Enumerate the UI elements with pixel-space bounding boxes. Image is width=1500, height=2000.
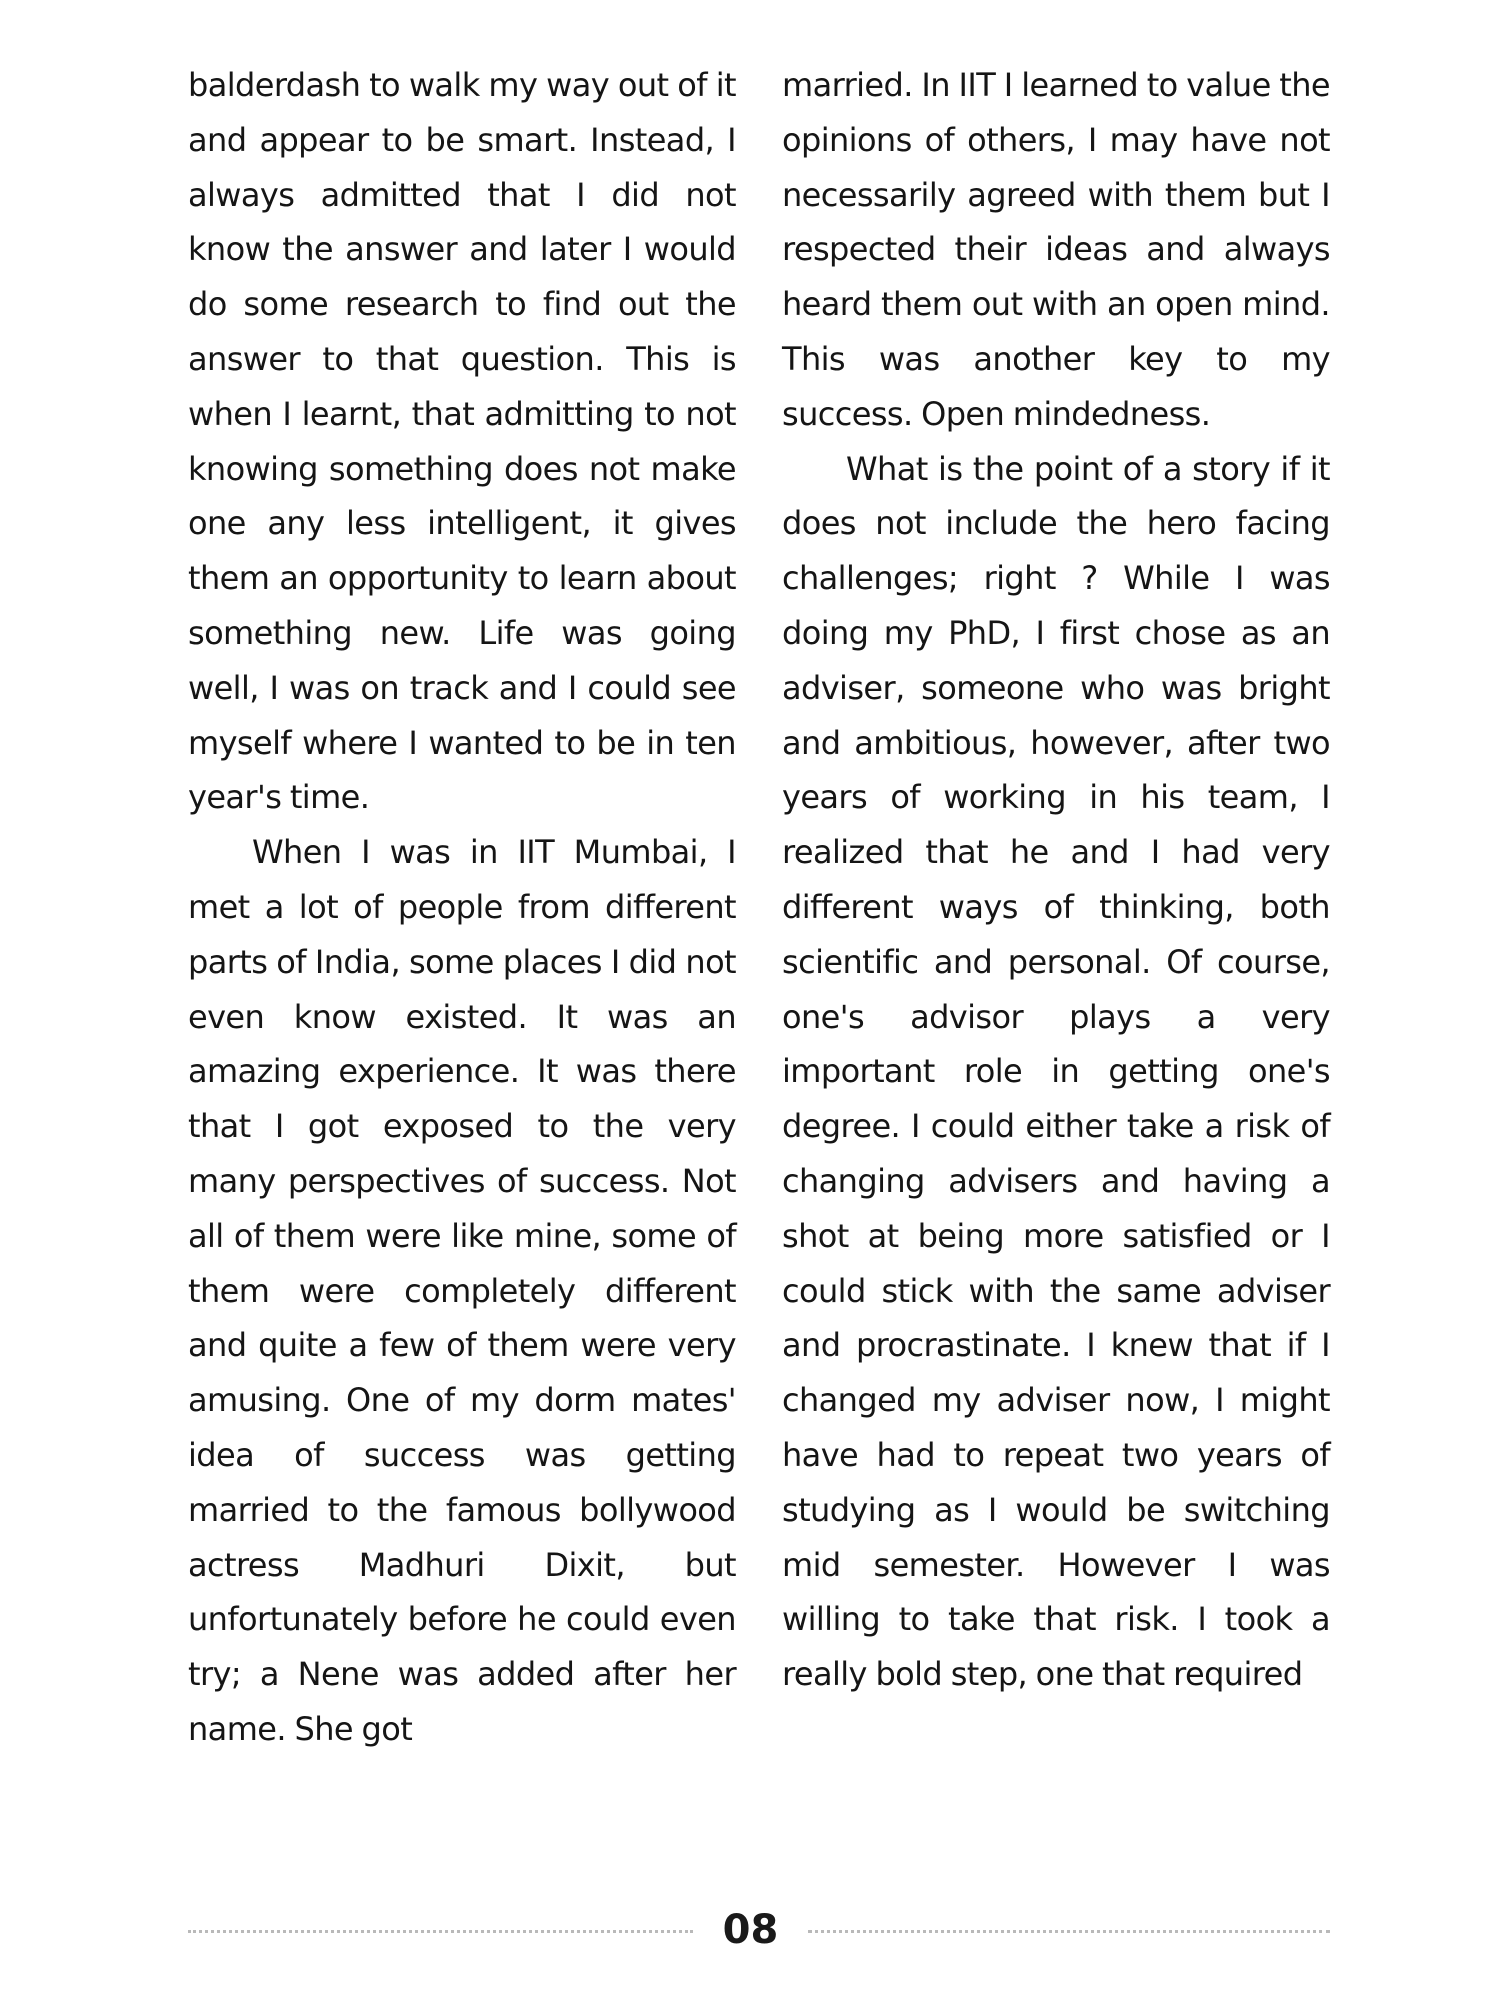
- footer-dotted-rule-right: [808, 1930, 1330, 1933]
- page-number: 08: [722, 1907, 779, 1953]
- paragraph-continued: balderdash to walk my way out of it and appear to be smart. Instead, I always admitted that I did not know the answer and later I would do some research to find out the answer to that question. This is when I learnt, that admitting to not knowing something does not make one any less intelligent, it gives them an opportunity to learn about something new. Life was going well, I was on track and I could see myself where I wanted to be in ten year's time.: [188, 66, 736, 817]
- right-text-column: [782, 58, 1330, 1702]
- footer-dotted-rule-left: [188, 1930, 693, 1933]
- paragraph-phd-challenges: What is the point of a story if it does not include the hero facing challenges; right ? While I was doing my PhD, I first chose as an adviser, someone who was bright and ambitious, however, after two years of working in his team, I realized that he and I had very different ways of thinking, both scientific and personal. Of course, one's advisor plays a very important role in getting one's degree. I could either take a risk of changing advisers and having a shot at being more satisfied or I could stick with the same adviser and procrastinate. I knew that if I changed my adviser now, I might have had to repeat two years of studying as I would be switching mid semester. However I was willing to take that risk. I took a really bold step, one that required: [782, 449, 1330, 1694]
- page-footer: [188, 1905, 1330, 1955]
- paragraph-iit-mumbai: When I was in IIT Mumbai, I met a lot of people from different parts of India, some places I did not even know existed. It was an amazing experience. It was there that I got exposed to the very many perspectives of success. Not all of them were like mine, some of them were completely different and quite a few of them were very amusing. One of my dorm mates' idea of success was getting married to the famous bollywood actress Madhuri Dixit, but unfortunately before he could even try; a Nene was added after her name. She got: [188, 833, 736, 1748]
- paragraph-open-mindedness: married. In IIT I learned to value the opinions of others, I may have not necessarily agreed with them but I respected their ideas and always heard them out with an open mind. This was another key to my success. Open mindedness.: [782, 66, 1330, 433]
- left-text-column: [188, 58, 736, 1757]
